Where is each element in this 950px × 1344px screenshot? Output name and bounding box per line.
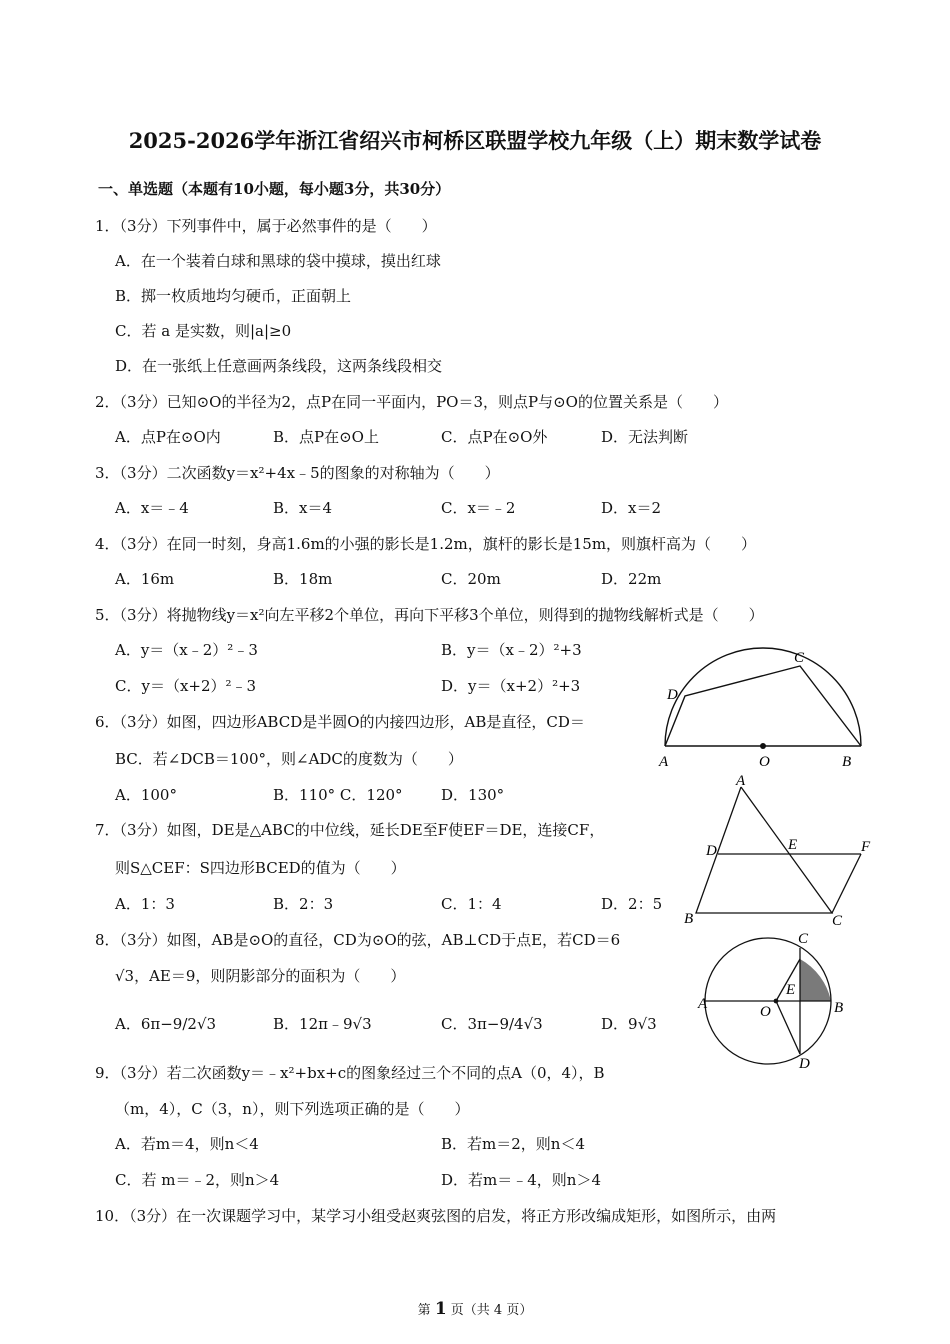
q9-option-d: D．若m＝﹣4，则n＞4 xyxy=(441,1171,601,1189)
q8-option-a: A．6π−9/2√3 xyxy=(115,1015,217,1033)
q1-option-a: A．在一个装着白球和黑球的袋中摸球，摸出红球 xyxy=(115,252,441,270)
q6-option-a: A．100° xyxy=(115,786,177,804)
q1-option-b: B．掷一枚质地均匀硬币，正面朝上 xyxy=(115,287,352,305)
q4-option-d: D．22m xyxy=(601,570,662,588)
q6-stem-line2: BC．若∠DCB＝100°，则∠ADC的度数为（ ） xyxy=(115,750,463,768)
q6-option-bc: B．110° C．120° xyxy=(273,786,403,804)
q6-option-d: D．130° xyxy=(441,786,505,804)
q8-circle-figure xyxy=(695,928,855,1073)
q5-option-b: B．y＝（x﹣2）²+3 xyxy=(441,641,582,659)
q7-option-b: B．2：3 xyxy=(273,895,334,913)
page-title: 2025-2026学年浙江省绍兴市柯桥区联盟学校九年级（上）期末数学试卷 xyxy=(128,128,822,153)
q1-stem: 1．（3分）下列事件中，属于必然事件的是（ ） xyxy=(95,217,437,235)
q10-stem: 10．（3分）在一次课题学习中，某学习小组受赵爽弦图的启发，将正方形改编成矩形，如图所示，由两 xyxy=(95,1207,777,1225)
q7-label-c: C xyxy=(832,913,843,929)
page-number: 1 xyxy=(434,1299,447,1319)
q6-label-b: B xyxy=(842,754,852,770)
q4-option-c: C．20m xyxy=(441,570,501,588)
q3-option-c: C．x＝﹣2 xyxy=(441,499,516,517)
q2-option-c: C．点P在⊙O外 xyxy=(441,428,548,446)
q9-option-a: A．若m＝4，则n＜4 xyxy=(115,1135,259,1153)
q8-label-b: B xyxy=(834,1000,844,1016)
q6-label-d: D xyxy=(667,687,678,703)
q7-option-a: A．1：3 xyxy=(115,895,175,913)
q3-option-b: B．x＝4 xyxy=(273,499,333,517)
q9-stem-line1: 9．（3分）若二次函数y＝﹣x²+bx+c的图象经过三个不同的点A（0，4），B xyxy=(95,1064,605,1082)
q7-label-e: E xyxy=(788,837,798,853)
q5-stem: 5．（3分）将抛物线y＝x²向左平移2个单位，再向下平移3个单位，则得到的抛物线解析式是（ ） xyxy=(95,606,764,624)
q8-label-c: C xyxy=(798,931,809,947)
q7-stem-line2: 则S△CEF：S四边形BCED的值为（ ） xyxy=(115,859,406,877)
q7-option-c: C．1：4 xyxy=(441,895,502,913)
q2-stem: 2．（3分）已知⊙O的半径为2，点P在同一平面内，PO＝3，则点P与⊙O的位置关系是（ ） xyxy=(95,393,728,411)
q8-label-o: O xyxy=(760,1004,771,1020)
q6-label-c: C xyxy=(794,650,805,666)
q2-option-b: B．点P在⊙O上 xyxy=(273,428,379,446)
q8-option-c: C．3π−9/4√3 xyxy=(441,1015,543,1033)
q4-option-a: A．16m xyxy=(115,570,175,588)
q4-option-b: B．18m xyxy=(273,570,333,588)
q8-label-e: E xyxy=(786,982,796,998)
q3-option-a: A．x＝﹣4 xyxy=(115,499,189,517)
q9-option-c: C．若 m＝﹣2，则n＞4 xyxy=(115,1171,280,1189)
q8-label-d: D xyxy=(799,1056,810,1072)
q7-label-a: A xyxy=(736,773,746,789)
q7-stem-line1: 7．（3分）如图，DE是△ABC的中位线，延长DE至F使EF＝DE，连接CF， xyxy=(95,821,605,839)
q8-option-b: B．12π﹣9√3 xyxy=(273,1015,372,1033)
q3-option-d: D．x＝2 xyxy=(601,499,662,517)
q7-label-d: D xyxy=(706,843,717,859)
q8-stem-line1: 8．（3分）如图，AB是⊙O的直径，CD为⊙O的弦，AB⊥CD于点E，若CD＝6 xyxy=(95,931,621,949)
q2-option-a: A．点P在⊙O内 xyxy=(115,428,221,446)
q4-stem: 4．（3分）在同一时刻，身高1.6m的小强的影长是1.2m，旗杆的影长是15m，则旗杆高为（ ） xyxy=(95,535,757,553)
q2-option-d: D．无法判断 xyxy=(601,428,689,446)
q1-option-c: C．若 a 是实数，则|a|≥0 xyxy=(115,322,292,340)
q8-option-d: D．9√3 xyxy=(601,1015,657,1033)
q5-option-d: D．y＝（x+2）²+3 xyxy=(441,677,581,695)
q3-stem: 3．（3分）二次函数y＝x²+4x﹣5的图象的对称轴为（ ） xyxy=(95,464,500,482)
q7-label-b: B xyxy=(684,911,694,927)
q8-stem-line2: √3，AE＝9，则阴影部分的面积为（ ） xyxy=(115,967,406,985)
q8-label-a: A xyxy=(698,996,708,1012)
section-heading: 一、单选题（本题有10小题，每小题3分，共30分） xyxy=(98,180,451,198)
q6-label-o: O xyxy=(759,754,770,770)
page-footer: 第 1 页（共 4 页） xyxy=(417,1299,533,1319)
q7-triangle-figure xyxy=(680,775,880,930)
q5-option-a: A．y＝（x﹣2）²﹣3 xyxy=(115,641,258,659)
q9-stem-line2: （m，4），C（3，n），则下列选项正确的是（ ） xyxy=(115,1100,470,1118)
q9-option-b: B．若m＝2，则n＜4 xyxy=(441,1135,585,1153)
q6-stem-line1: 6．（3分）如图，四边形ABCD是半圆O的内接四边形，AB是直径，CD＝ xyxy=(95,713,585,731)
q6-label-a: A xyxy=(659,754,669,770)
q7-label-f: F xyxy=(861,839,871,855)
q5-option-c: C．y＝（x+2）²﹣3 xyxy=(115,677,257,695)
q6-semicircle-figure xyxy=(655,645,860,775)
q1-option-d: D．在一张纸上任意画两条线段，这两条线段相交 xyxy=(115,357,443,375)
q7-option-d: D．2：5 xyxy=(601,895,663,913)
